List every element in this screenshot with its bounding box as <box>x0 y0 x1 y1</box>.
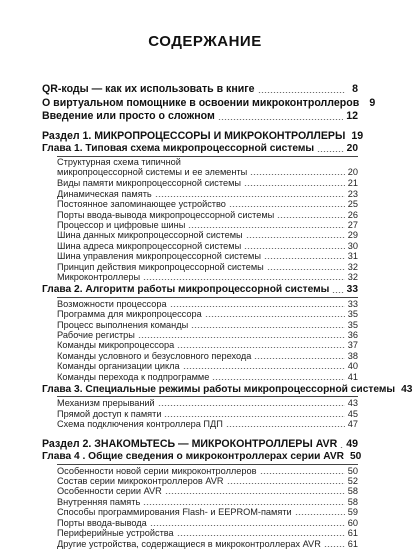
toc-entry-text: Команды организации цикла <box>57 361 180 372</box>
dot-leader <box>244 185 345 186</box>
toc-entry-text: Глава 4 . Общие сведения о микроконтроллерах серии AVR <box>42 451 344 463</box>
dot-leader <box>138 337 345 338</box>
dot-leader <box>246 237 345 238</box>
toc-entry-text: Прямой доступ к памяти <box>57 408 162 419</box>
dot-leader <box>267 269 345 270</box>
toc-entry[interactable] <box>57 309 358 319</box>
toc-entry-text: микропроцессорной системы и ее элементы <box>57 167 248 178</box>
toc-entry[interactable] <box>42 110 358 122</box>
toc-entry-page: 52 <box>347 475 358 486</box>
toc-entry[interactable] <box>57 299 358 309</box>
toc-entry-text: Глава 2. Алгоритм работы микропроцессорной системы <box>42 284 330 296</box>
toc-entry[interactable] <box>57 497 358 507</box>
dot-leader <box>229 206 345 207</box>
toc-entry-page: 37 <box>347 340 358 351</box>
toc-entry-text: Шина данных микропроцессорной системы <box>57 230 243 241</box>
toc-entry-page: 8 <box>352 83 358 95</box>
dot-leader <box>317 151 344 152</box>
dot-leader <box>218 119 343 120</box>
toc-entry-page: 61 <box>347 528 358 539</box>
toc-entry[interactable] <box>57 330 358 340</box>
toc-entry-text: Постоянное запоминающее устройство <box>57 199 226 210</box>
toc-entry-page: 40 <box>347 361 358 372</box>
toc-entry-text: Раздел 1. МИКРОПРОЦЕССОРЫ И МИКРОКОНТРОЛЛЕРЫ <box>42 130 346 142</box>
toc-entry-page: 19 <box>351 130 364 142</box>
dot-leader <box>177 347 345 348</box>
toc-entry-text: Рабочие регистры <box>57 329 135 340</box>
toc-entry-text: Другие устройства, содержащиеся в микроконтроллерах AVR <box>57 538 321 549</box>
toc-entry[interactable] <box>57 466 358 476</box>
dot-leader <box>143 504 345 505</box>
toc-entry[interactable] <box>57 230 358 240</box>
toc-entry-page: 20 <box>346 143 358 155</box>
toc-entry[interactable] <box>57 486 358 496</box>
toc-entry-text: Динамическая память <box>57 188 152 199</box>
dot-leader <box>191 327 345 328</box>
dot-leader <box>177 535 345 536</box>
toc-entry-text: Шина адреса микропроцессорной системы <box>57 240 242 251</box>
page-title: СОДЕРЖАНИЕ <box>148 33 262 50</box>
toc-entry-page: 29 <box>347 230 358 241</box>
toc-entry-page: 58 <box>347 486 358 497</box>
toc-entry[interactable] <box>57 220 358 230</box>
toc-entry-page: 21 <box>347 178 358 189</box>
dot-leader <box>324 546 345 547</box>
divider <box>57 464 358 465</box>
toc-entry-page: 38 <box>347 350 358 361</box>
toc-entry-text: О виртуальном помощнике в освоении микроконтроллеров <box>42 97 360 109</box>
dot-leader <box>143 279 345 280</box>
toc-entry-text: Команды микропроцессора <box>57 340 175 351</box>
dot-leader <box>254 358 344 359</box>
toc-entry-text: Способы программирования Flash- и EEPROM-памяти <box>57 507 292 518</box>
toc-entry[interactable] <box>57 320 358 330</box>
toc-entry-page: 23 <box>347 188 358 199</box>
toc-entry[interactable] <box>57 507 358 517</box>
toc-entry-text: Механизм прерываний <box>57 398 155 409</box>
dot-leader <box>170 306 345 307</box>
toc-entry-page: 50 <box>349 451 362 463</box>
toc-entry[interactable] <box>57 241 358 251</box>
toc-entry[interactable] <box>42 97 376 109</box>
toc-entry-page: 9 <box>369 97 376 109</box>
divider <box>57 156 358 157</box>
toc-chapter-1[interactable] <box>42 143 358 154</box>
toc-entry[interactable] <box>57 518 358 528</box>
toc-entry-page: 49 <box>346 438 358 451</box>
toc-entry-text: Процесс выполнения команды <box>57 319 189 330</box>
toc-entry-text: Порты ввода-вывода <box>57 517 147 528</box>
toc-entry-text: Возможности процессора <box>57 298 167 309</box>
toc-entry-text: Принцип действия микропроцессорной системы <box>57 261 264 272</box>
toc-entry-page: 43 <box>347 398 358 409</box>
toc-entry[interactable] <box>42 83 358 95</box>
toc-entry[interactable] <box>57 372 358 382</box>
dot-leader <box>188 227 344 228</box>
toc-entry[interactable] <box>57 262 358 272</box>
toc-entry[interactable] <box>57 398 358 408</box>
dot-leader <box>164 416 344 417</box>
toc-entry[interactable] <box>57 210 358 220</box>
toc-entry[interactable] <box>57 272 358 282</box>
toc-entry[interactable] <box>57 351 358 361</box>
toc-entry[interactable] <box>57 340 358 350</box>
toc-entry-text: Введение или просто о сложном <box>42 110 215 122</box>
toc-entry-text: Процессор и цифровые шины <box>57 220 186 231</box>
toc-entry-text: Программа для микропроцессора <box>57 309 202 320</box>
toc-entry-text: QR-коды — как их использовать в книге <box>42 83 255 95</box>
toc-entry[interactable] <box>57 361 358 371</box>
toc-entry-page: 31 <box>347 251 358 262</box>
toc-section-1[interactable] <box>42 130 364 142</box>
toc-entry-page: 25 <box>347 199 358 210</box>
dot-leader <box>158 405 345 406</box>
dot-leader <box>150 525 345 526</box>
toc-section-2[interactable] <box>42 438 358 450</box>
toc-entry-text: Состав серии микроконтроллеров AVR <box>57 475 224 486</box>
dot-leader <box>183 368 345 369</box>
toc-entry-page: 33 <box>346 284 358 296</box>
toc-entry-page: 20 <box>347 167 358 178</box>
dot-leader <box>264 258 345 259</box>
dot-leader <box>277 217 345 218</box>
dot-leader <box>258 92 345 93</box>
toc-entry-page: 43 <box>401 384 412 396</box>
dot-leader <box>226 426 345 427</box>
toc-entry-page: 26 <box>347 209 358 220</box>
toc-entry-text: Команды перехода к подпрограмме <box>57 371 210 382</box>
toc-entry-text: Микроконтроллеры <box>57 272 141 283</box>
toc-entry-text: Глава 1. Типовая схема микропроцессорной системы <box>42 143 315 155</box>
divider <box>57 396 358 397</box>
toc-entry[interactable] <box>57 528 358 538</box>
toc-entry[interactable] <box>57 178 358 188</box>
dot-leader <box>165 493 345 494</box>
toc-entry[interactable] <box>57 476 358 486</box>
toc-entry-page: 59 <box>347 507 358 518</box>
toc-entry-page: 33 <box>347 298 358 309</box>
dot-leader <box>212 379 344 380</box>
dot-leader <box>260 473 345 474</box>
toc-entry[interactable] <box>57 251 358 261</box>
toc-entry-text: Периферийные устройства <box>57 528 174 539</box>
divider <box>57 297 358 298</box>
toc-entry-text: Команды условного и безусловного перехода <box>57 350 252 361</box>
toc-entry-page: 61 <box>347 538 358 549</box>
toc-entry-page: 60 <box>347 517 358 528</box>
toc-entry-page: 45 <box>347 408 358 419</box>
dot-leader <box>332 292 343 293</box>
toc-entry[interactable] <box>57 539 358 549</box>
toc-entry-page: 12 <box>346 110 358 122</box>
toc-entry-page: 35 <box>347 309 358 320</box>
toc-entry-page: 36 <box>347 329 358 340</box>
toc-entry[interactable] <box>57 157 358 177</box>
toc-entry-page: 50 <box>347 465 358 476</box>
dot-leader <box>295 514 345 515</box>
toc-entry-page: 32 <box>347 272 358 283</box>
toc-entry-text: Виды памяти микропроцессорной системы <box>57 178 242 189</box>
toc-entry-page: 35 <box>347 319 358 330</box>
toc-entry[interactable] <box>57 419 358 429</box>
toc-entry-text: Внутренняя память <box>57 496 141 507</box>
toc-chapter-4[interactable] <box>42 451 362 463</box>
dot-leader <box>155 196 345 197</box>
toc-entry-text: Раздел 2. ЗНАКОМЬТЕСЬ — МИКРОКОНТРОЛЛЕРЫ AVR <box>42 438 338 451</box>
toc-entry-page: 41 <box>347 371 358 382</box>
dot-leader <box>244 248 345 249</box>
toc-entry[interactable] <box>57 409 358 419</box>
toc-entry-text: Особенности серии AVR <box>57 486 162 497</box>
toc-chapter-2[interactable] <box>42 284 358 295</box>
dot-leader <box>205 316 345 317</box>
toc-entry-text: Шина управления микропроцессорной системы <box>57 251 261 262</box>
toc-chapter-3[interactable] <box>42 384 412 396</box>
dot-leader <box>227 483 345 484</box>
toc-entry[interactable] <box>57 199 358 209</box>
toc-entry-text: Глава 3. Специальные режимы работы микропроцессорной системы <box>42 384 396 396</box>
toc-entry-text: Порты ввода-вывода микропроцессорной системы <box>57 209 275 220</box>
toc-entry-text: Схема подключения контроллера ПДП <box>57 419 223 430</box>
toc-entry-page: 27 <box>347 220 358 231</box>
toc-entry-page: 47 <box>347 419 358 430</box>
dot-leader <box>340 447 343 448</box>
toc-entry-page: 32 <box>347 261 358 272</box>
toc-entry-page: 58 <box>347 496 358 507</box>
dot-leader <box>250 174 345 175</box>
toc-entry-text: Структурная схема типичной <box>57 157 181 168</box>
toc-entry-page: 30 <box>347 240 358 251</box>
toc-entry-text: Особенности новой серии микроконтроллеров <box>57 465 257 476</box>
toc-entry[interactable] <box>57 189 358 199</box>
